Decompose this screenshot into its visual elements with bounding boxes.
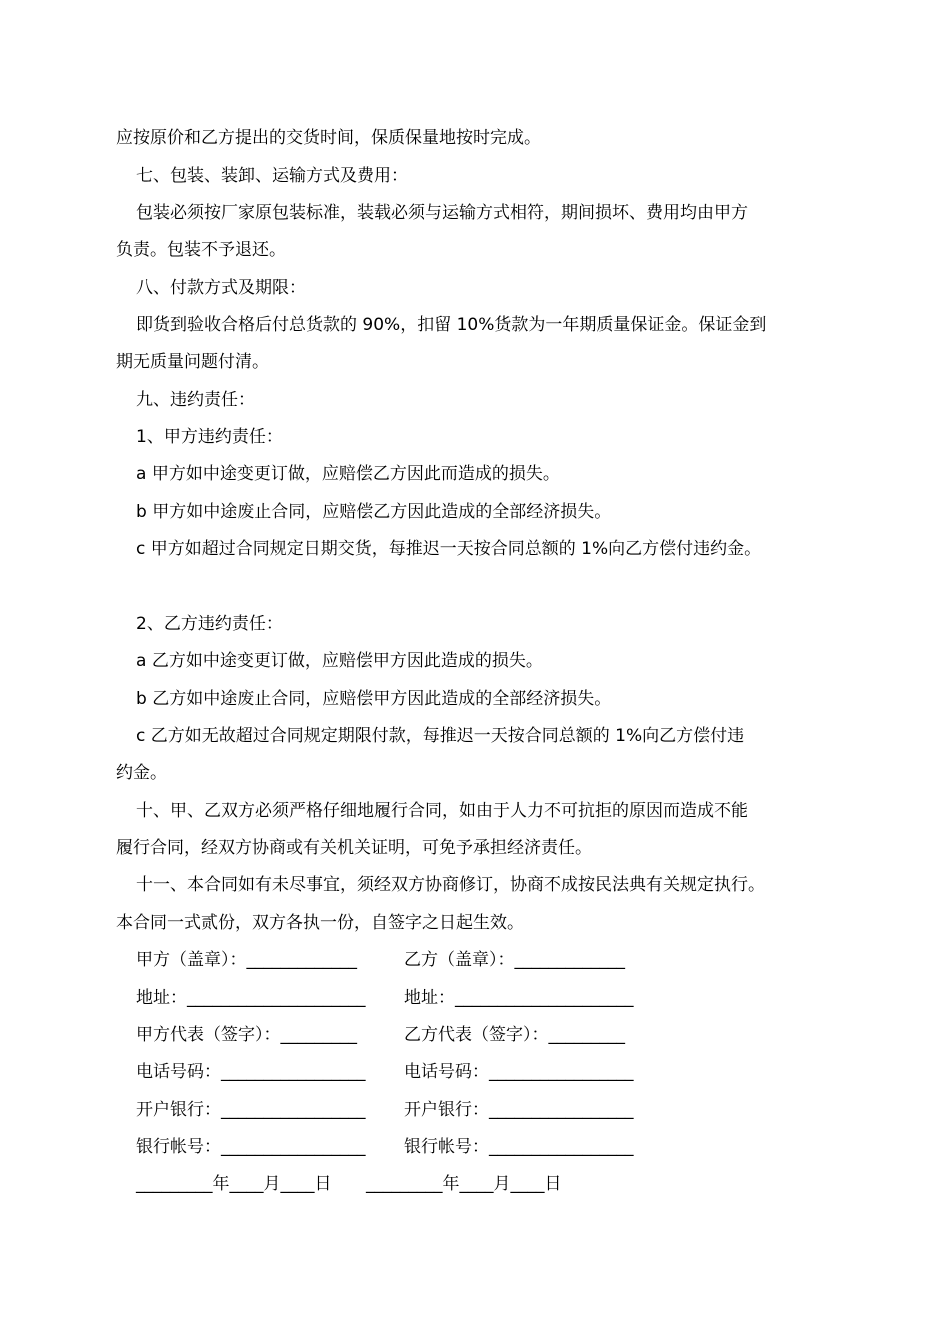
subheading-party-a: 1、甲方违约责任：: [136, 427, 283, 447]
party-b-address-field: 地址：_____________________: [404, 988, 634, 1008]
text-line: 本合同一式贰份，双方各执一份，自签字之日起生效。: [116, 913, 524, 933]
party-a-seal-field: 甲方（盖章）：_____________: [136, 950, 357, 970]
party-a-phone-field: 电话号码：_________________: [136, 1062, 366, 1082]
party-b-date-field: _________年____月____日: [366, 1174, 562, 1194]
text-line: 期无质量问题付清。: [116, 352, 269, 372]
text-line: 即货到验收合格后付总货款的 90%，扣留 10%货款为一年期质量保证金。保证金到: [136, 315, 767, 335]
section-heading-packaging: 七、包装、装卸、运输方式及费用：: [136, 166, 408, 186]
text-line: 负责。包装不予退还。: [116, 240, 286, 260]
party-b-account-field: 银行帐号：_________________: [404, 1137, 634, 1157]
text-line: 十一、本合同如有未尽事宜，须经双方协商修订，协商不成按民法典有关规定执行。: [136, 875, 765, 895]
party-b-seal-field: 乙方（盖章）：_____________: [404, 950, 625, 970]
text-line: c 乙方如无故超过合同规定期限付款，每推迟一天按合同总额的 1%向乙方偿付违: [136, 726, 745, 746]
subheading-party-b: 2、乙方违约责任：: [136, 614, 283, 634]
text-line: 应按原价和乙方提出的交货时间，保质保量地按时完成。: [116, 128, 541, 148]
text-line: b 乙方如中途废止合同，应赔偿甲方因此造成的全部经济损失。: [136, 689, 612, 709]
text-line: a 甲方如中途变更订做，应赔偿乙方因此而造成的损失。: [136, 464, 560, 484]
text-line: 包装必须按厂家原包装标准，装载必须与运输方式相符，期间损坏、费用均由甲方: [136, 203, 748, 223]
text-line: a 乙方如中途变更订做，应赔偿甲方因此造成的损失。: [136, 651, 543, 671]
party-b-phone-field: 电话号码：_________________: [404, 1062, 634, 1082]
party-b-bank-field: 开户银行：_________________: [404, 1100, 634, 1120]
party-a-address-field: 地址：_____________________: [136, 988, 366, 1008]
party-a-bank-field: 开户银行：_________________: [136, 1100, 366, 1120]
text-line: b 甲方如中途废止合同，应赔偿乙方因此造成的全部经济损失。: [136, 502, 612, 522]
section-heading-payment: 八、付款方式及期限：: [136, 278, 306, 298]
party-a-rep-field: 甲方代表（签字）：_________: [136, 1025, 357, 1045]
party-a-account-field: 银行帐号：_________________: [136, 1137, 366, 1157]
party-a-date-field: _________年____月____日: [136, 1174, 332, 1194]
text-line: 十、甲、乙双方必须严格仔细地履行合同，如由于人力不可抗拒的原因而造成不能: [136, 801, 748, 821]
section-heading-liability: 九、违约责任：: [136, 390, 255, 410]
party-b-rep-field: 乙方代表（签字）：_________: [404, 1025, 625, 1045]
text-line: 约金。: [116, 763, 167, 783]
text-line: 履行合同，经双方协商或有关机关证明，可免予承担经济责任。: [116, 838, 592, 858]
text-line: c 甲方如超过合同规定日期交货，每推迟一天按合同总额的 1%向乙方偿付违约金。: [136, 539, 762, 559]
